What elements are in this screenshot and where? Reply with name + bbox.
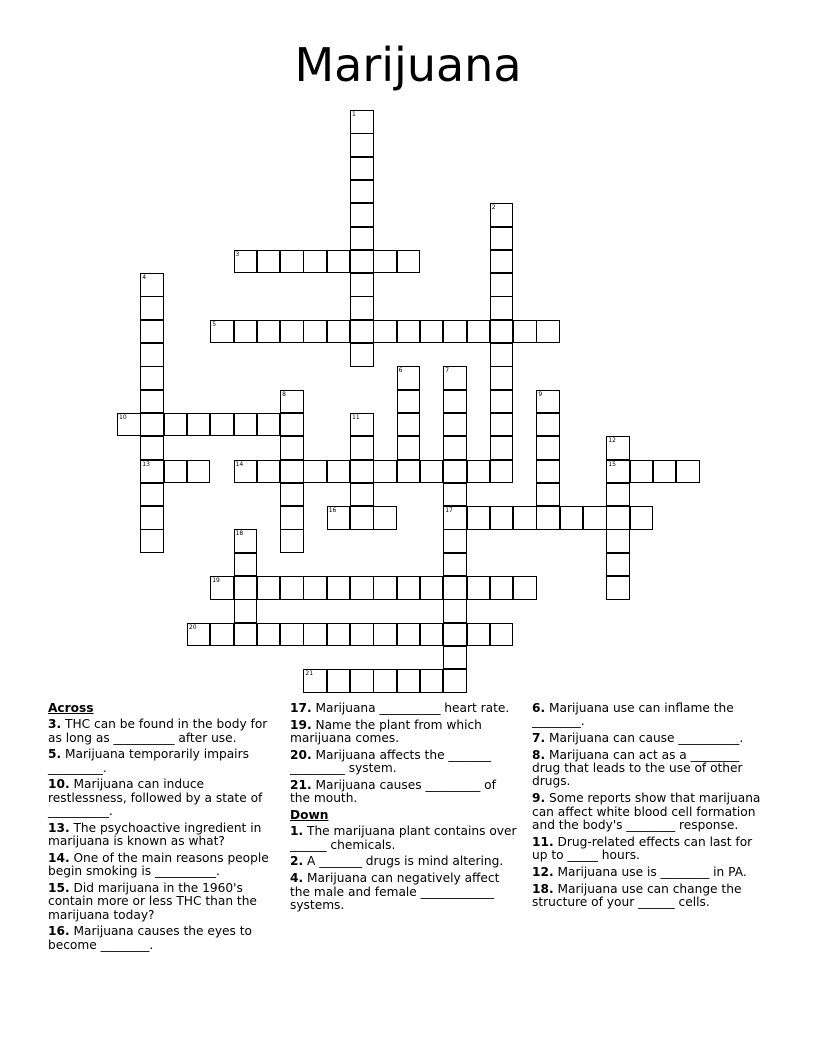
grid-cell[interactable] [490,273,514,297]
grid-cell[interactable] [536,413,560,437]
cell-number: 11 [352,413,360,421]
grid-cell[interactable] [140,296,164,320]
grid-cell[interactable] [280,623,304,647]
grid-cell[interactable] [490,343,514,367]
grid-cell[interactable] [280,250,304,274]
grid-cell[interactable] [280,436,304,460]
grid-cell[interactable] [257,576,281,600]
grid-cell[interactable] [210,623,234,647]
grid-cell[interactable] [257,460,281,484]
grid-cell[interactable] [443,436,467,460]
grid-cell[interactable] [397,250,421,274]
clue-across-10 [48,778,276,818]
grid-cell[interactable] [443,576,467,600]
grid-cell[interactable] [234,623,258,647]
grid-cell[interactable] [327,320,351,344]
grid-cell[interactable] [443,320,467,344]
clue-text: The psychoactive ingredient in marijuana is known as what? [48,820,262,849]
grid-cell[interactable] [280,529,304,553]
grid-cell[interactable] [303,669,327,693]
grid-cell[interactable] [397,669,421,693]
clue-text: Name the plant from which marijuana comes. [290,717,482,746]
grid-cell[interactable] [327,623,351,647]
clue-down-9 [532,792,764,832]
grid-cell[interactable] [303,623,327,647]
grid-cell[interactable] [397,366,421,390]
grid-cell[interactable] [280,460,304,484]
grid-cell[interactable] [467,506,491,530]
clue-across-21 [290,779,518,806]
grid-cell[interactable] [490,366,514,390]
grid-cell[interactable] [350,460,374,484]
grid-cell[interactable] [350,133,374,157]
clue-across-17 [290,702,518,715]
cell-number: 18 [235,530,244,538]
clue-text: THC can be found in the body for as long as __________ after use. [48,717,268,745]
grid-cell[interactable] [397,460,421,484]
grid-cell[interactable] [373,623,397,647]
cell-number: 3 [235,250,240,258]
grid-cell[interactable] [327,576,351,600]
clue-text: Marijuana temporarily impairs _________. [48,747,249,775]
grid-cell[interactable] [350,623,374,647]
clue-number: 21. [290,777,312,792]
grid-cell[interactable] [467,460,491,484]
grid-cell[interactable] [140,506,164,530]
grid-cell[interactable] [443,483,467,507]
clue-down-8 [532,749,764,789]
clue-column-1 [48,702,276,956]
cell-number: 2 [491,204,496,212]
clue-down-12 [532,866,764,879]
grid-cell[interactable] [536,483,560,507]
grid-cell[interactable] [373,320,397,344]
clue-across-3 [48,718,276,745]
clue-number: 2. [290,854,304,869]
grid-cell[interactable] [420,576,444,600]
cell-number: 10 [119,413,127,421]
grid-cell[interactable] [397,623,421,647]
grid-cell[interactable] [257,623,281,647]
clue-text: The marijuana plant contains over ______ chemicals. [290,824,517,852]
grid-cell[interactable] [327,506,351,530]
grid-cell[interactable] [443,669,467,693]
grid-cell[interactable] [490,506,514,530]
grid-cell[interactable] [443,413,467,437]
grid-cell[interactable] [443,366,467,390]
cell-number: 5 [212,320,217,328]
grid-cell[interactable] [373,506,397,530]
clue-column-2 [290,702,518,916]
grid-cell[interactable] [373,460,397,484]
grid-cell[interactable] [490,576,514,600]
clue-across-5 [48,748,276,775]
grid-cell[interactable] [630,460,654,484]
grid-cell[interactable] [280,320,304,344]
grid-cell[interactable] [350,203,374,227]
grid-cell[interactable] [210,320,234,344]
grid-cell[interactable] [303,320,327,344]
clue-text: Marijuana affects the _______ _________ system. [290,747,492,776]
grid-cell[interactable] [653,460,677,484]
grid-cell[interactable] [350,576,374,600]
grid-cell[interactable] [327,669,351,693]
grid-cell[interactable] [234,413,258,437]
grid-cell[interactable] [210,413,234,437]
clue-number: 12. [532,864,554,879]
cell-number: 1 [352,111,356,118]
grid-cell[interactable] [234,576,258,600]
grid-cell[interactable] [606,529,630,553]
grid-cell[interactable] [467,623,491,647]
grid-cell[interactable] [490,227,514,251]
grid-cell[interactable] [443,529,467,553]
grid-cell[interactable] [443,646,467,670]
grid-cell[interactable] [350,320,374,344]
grid-cell[interactable] [490,203,514,227]
grid-cell[interactable] [140,529,164,553]
grid-cell[interactable] [234,320,258,344]
grid-cell[interactable] [234,460,258,484]
cell-number: 12 [608,437,616,445]
grid-cell[interactable] [234,599,258,623]
grid-cell[interactable] [536,390,560,414]
clue-text: Marijuana can negatively affect the male and female ____________ systems. [290,871,500,912]
grid-cell[interactable] [280,506,304,530]
clue-number: 18. [532,881,554,896]
cell-number: 16 [328,507,337,515]
grid-cell[interactable] [397,390,421,414]
grid-cell[interactable] [443,506,467,530]
clue-text: Marijuana causes _________ of the mouth. [290,777,496,806]
grid-cell[interactable] [606,506,630,530]
clue-number: 10. [48,777,70,792]
grid-cell[interactable] [140,390,164,414]
grid-cell[interactable] [234,529,258,553]
clue-text: Marijuana causes the eyes to become ________. [48,924,253,952]
clue-number: 5. [48,747,62,762]
clue-number: 14. [48,850,70,865]
cell-number: 19 [212,577,220,584]
grid-cell[interactable] [397,413,421,437]
grid-cell[interactable] [420,320,444,344]
grid-cell[interactable] [303,576,327,600]
grid-cell[interactable] [513,320,537,344]
grid-cell[interactable] [676,460,700,484]
clue-across-19 [290,719,518,746]
grid-cell[interactable] [140,413,164,437]
clue-text: Some reports show that marijuana can affect white blood cell formation and the body's ________ response. [532,791,761,832]
grid-cell[interactable] [350,506,374,530]
grid-cell[interactable] [397,436,421,460]
grid-cell[interactable] [350,110,374,134]
grid-cell[interactable] [187,460,211,484]
grid-cell[interactable] [420,623,444,647]
clue-number: 9. [532,791,546,806]
grid-cell[interactable] [490,436,514,460]
grid-cell[interactable] [630,506,654,530]
grid-cell[interactable] [140,343,164,367]
cell-number: 6 [398,367,403,375]
grid-cell[interactable] [490,413,514,437]
cell-number: 9 [538,390,543,398]
grid-cell[interactable] [397,320,421,344]
clue-number: 4. [290,871,304,886]
grid-cell[interactable] [164,413,188,437]
grid-cell[interactable] [257,320,281,344]
grid-cell[interactable] [443,460,467,484]
grid-cell[interactable] [234,250,258,274]
grid-cell[interactable] [140,483,164,507]
grid-cell[interactable] [420,669,444,693]
grid-cell[interactable] [583,506,607,530]
cell-number: 20 [188,623,197,631]
grid-cell[interactable] [536,506,560,530]
clue-text: Marijuana can cause __________. [549,731,744,746]
clue-number: 8. [532,747,546,762]
grid-cell[interactable] [327,460,351,484]
grid-cell[interactable] [397,576,421,600]
clue-down-2 [290,855,518,868]
grid-cell[interactable] [187,623,211,647]
grid-cell[interactable] [606,483,630,507]
grid-cell[interactable] [443,390,467,414]
grid-cell[interactable] [350,436,374,460]
grid-cell[interactable] [350,273,374,297]
clue-number: 7. [532,731,546,746]
clue-across-20 [290,749,518,776]
grid-cell[interactable] [257,250,281,274]
grid-cell[interactable] [140,320,164,344]
grid-cell[interactable] [443,553,467,577]
grid-cell[interactable] [257,413,281,437]
clue-number: 13. [48,820,70,835]
clue-number: 6. [532,701,546,715]
grid-cell[interactable] [606,436,630,460]
grid-cell[interactable] [140,273,164,297]
cell-number: 8 [282,390,286,398]
cell-number: 4 [142,274,147,282]
grid-cell[interactable] [280,576,304,600]
grid-cell[interactable] [280,413,304,437]
clue-text: One of the main reasons people begin smoking is __________. [48,850,269,879]
clue-number: 16. [48,924,70,939]
clue-text: Marijuana use is ________ in PA. [557,864,747,879]
grid-cell[interactable] [234,553,258,577]
clue-down-11 [532,836,764,863]
clue-text: Marijuana can act as a ________ drug that leads to the use of other drugs. [532,747,743,789]
cell-number: 14 [235,460,244,468]
grid-cell[interactable] [536,436,560,460]
grid-cell[interactable] [490,250,514,274]
clue-text: Drug-related effects can last for up to _____ hours. [532,834,753,862]
cell-number: 13 [142,460,150,468]
grid-cell[interactable] [140,436,164,460]
down-heading: Down [290,808,329,823]
clue-number: 19. [290,717,312,732]
grid-cell[interactable] [280,483,304,507]
clue-down-18 [532,883,764,910]
grid-cell[interactable] [443,599,467,623]
grid-cell[interactable] [490,390,514,414]
puzzle-title: Marijuana [294,38,522,92]
clue-number: 1. [290,824,304,839]
clue-number: 3. [48,717,62,732]
grid-cell[interactable] [490,320,514,344]
grid-cell[interactable] [606,460,630,484]
grid-cell[interactable] [513,576,537,600]
grid-cell[interactable] [536,320,560,344]
clue-column-3 [532,702,764,913]
clue-number: 20. [290,747,312,762]
grid-cell[interactable] [606,576,630,600]
clue-down-6 [532,702,764,729]
cell-number: 21 [305,670,314,678]
clue-across-13 [48,822,276,849]
grid-cell[interactable] [420,460,444,484]
grid-cell[interactable] [303,460,327,484]
grid-cell[interactable] [210,576,234,600]
cell-number: 7 [445,367,450,375]
clue-down-7 [532,732,764,745]
grid-cell[interactable] [350,250,374,274]
grid-cell[interactable] [373,250,397,274]
grid-cell[interactable] [303,250,327,274]
grid-cell[interactable] [350,180,374,204]
clue-number: 17. [290,701,312,715]
grid-cell[interactable] [490,460,514,484]
clue-text: Marijuana use can change the structure of your ______ cells. [532,881,742,909]
grid-cell[interactable] [164,460,188,484]
clue-number: 11. [532,834,554,849]
grid-cell[interactable] [327,250,351,274]
across-heading: Across [48,701,94,715]
grid-cell[interactable] [373,669,397,693]
grid-cell[interactable] [373,576,397,600]
cell-number: 17 [445,507,453,515]
grid-cell[interactable] [140,460,164,484]
grid-cell[interactable] [536,460,560,484]
grid-cell[interactable] [606,553,630,577]
clue-number: 15. [48,881,70,896]
grid-cell[interactable] [350,227,374,251]
grid-cell[interactable] [140,366,164,390]
grid-cell[interactable] [560,506,584,530]
grid-cell[interactable] [490,623,514,647]
cell-number: 15 [608,460,616,468]
clue-across-15 [48,882,276,922]
grid-cell[interactable] [490,296,514,320]
clue-text: Did marijuana in the 1960's contain more or less THC than the marijuana today? [48,881,257,922]
grid-cell[interactable] [467,320,491,344]
grid-cell[interactable] [513,506,537,530]
grid-cell[interactable] [117,413,141,437]
grid-cell[interactable] [350,413,374,437]
grid-cell[interactable] [443,623,467,647]
clue-text: Marijuana can induce restlessness, followed by a state of __________. [48,777,263,819]
clue-text: A _______ drugs is mind altering. [307,854,504,869]
grid-cell[interactable] [280,390,304,414]
clue-across-14 [48,852,276,879]
grid-cell[interactable] [467,576,491,600]
grid-cell[interactable] [350,157,374,181]
clue-across-16 [48,925,276,952]
clue-down-4 [290,872,518,912]
clue-down-1 [290,825,518,852]
grid-cell[interactable] [350,669,374,693]
grid-cell[interactable] [350,483,374,507]
grid-cell[interactable] [187,413,211,437]
grid-cell[interactable] [350,296,374,320]
clue-text: Marijuana __________ heart rate. [315,701,510,715]
grid-cell[interactable] [350,343,374,367]
clue-text: Marijuana use can inflame the ________. [532,701,734,729]
